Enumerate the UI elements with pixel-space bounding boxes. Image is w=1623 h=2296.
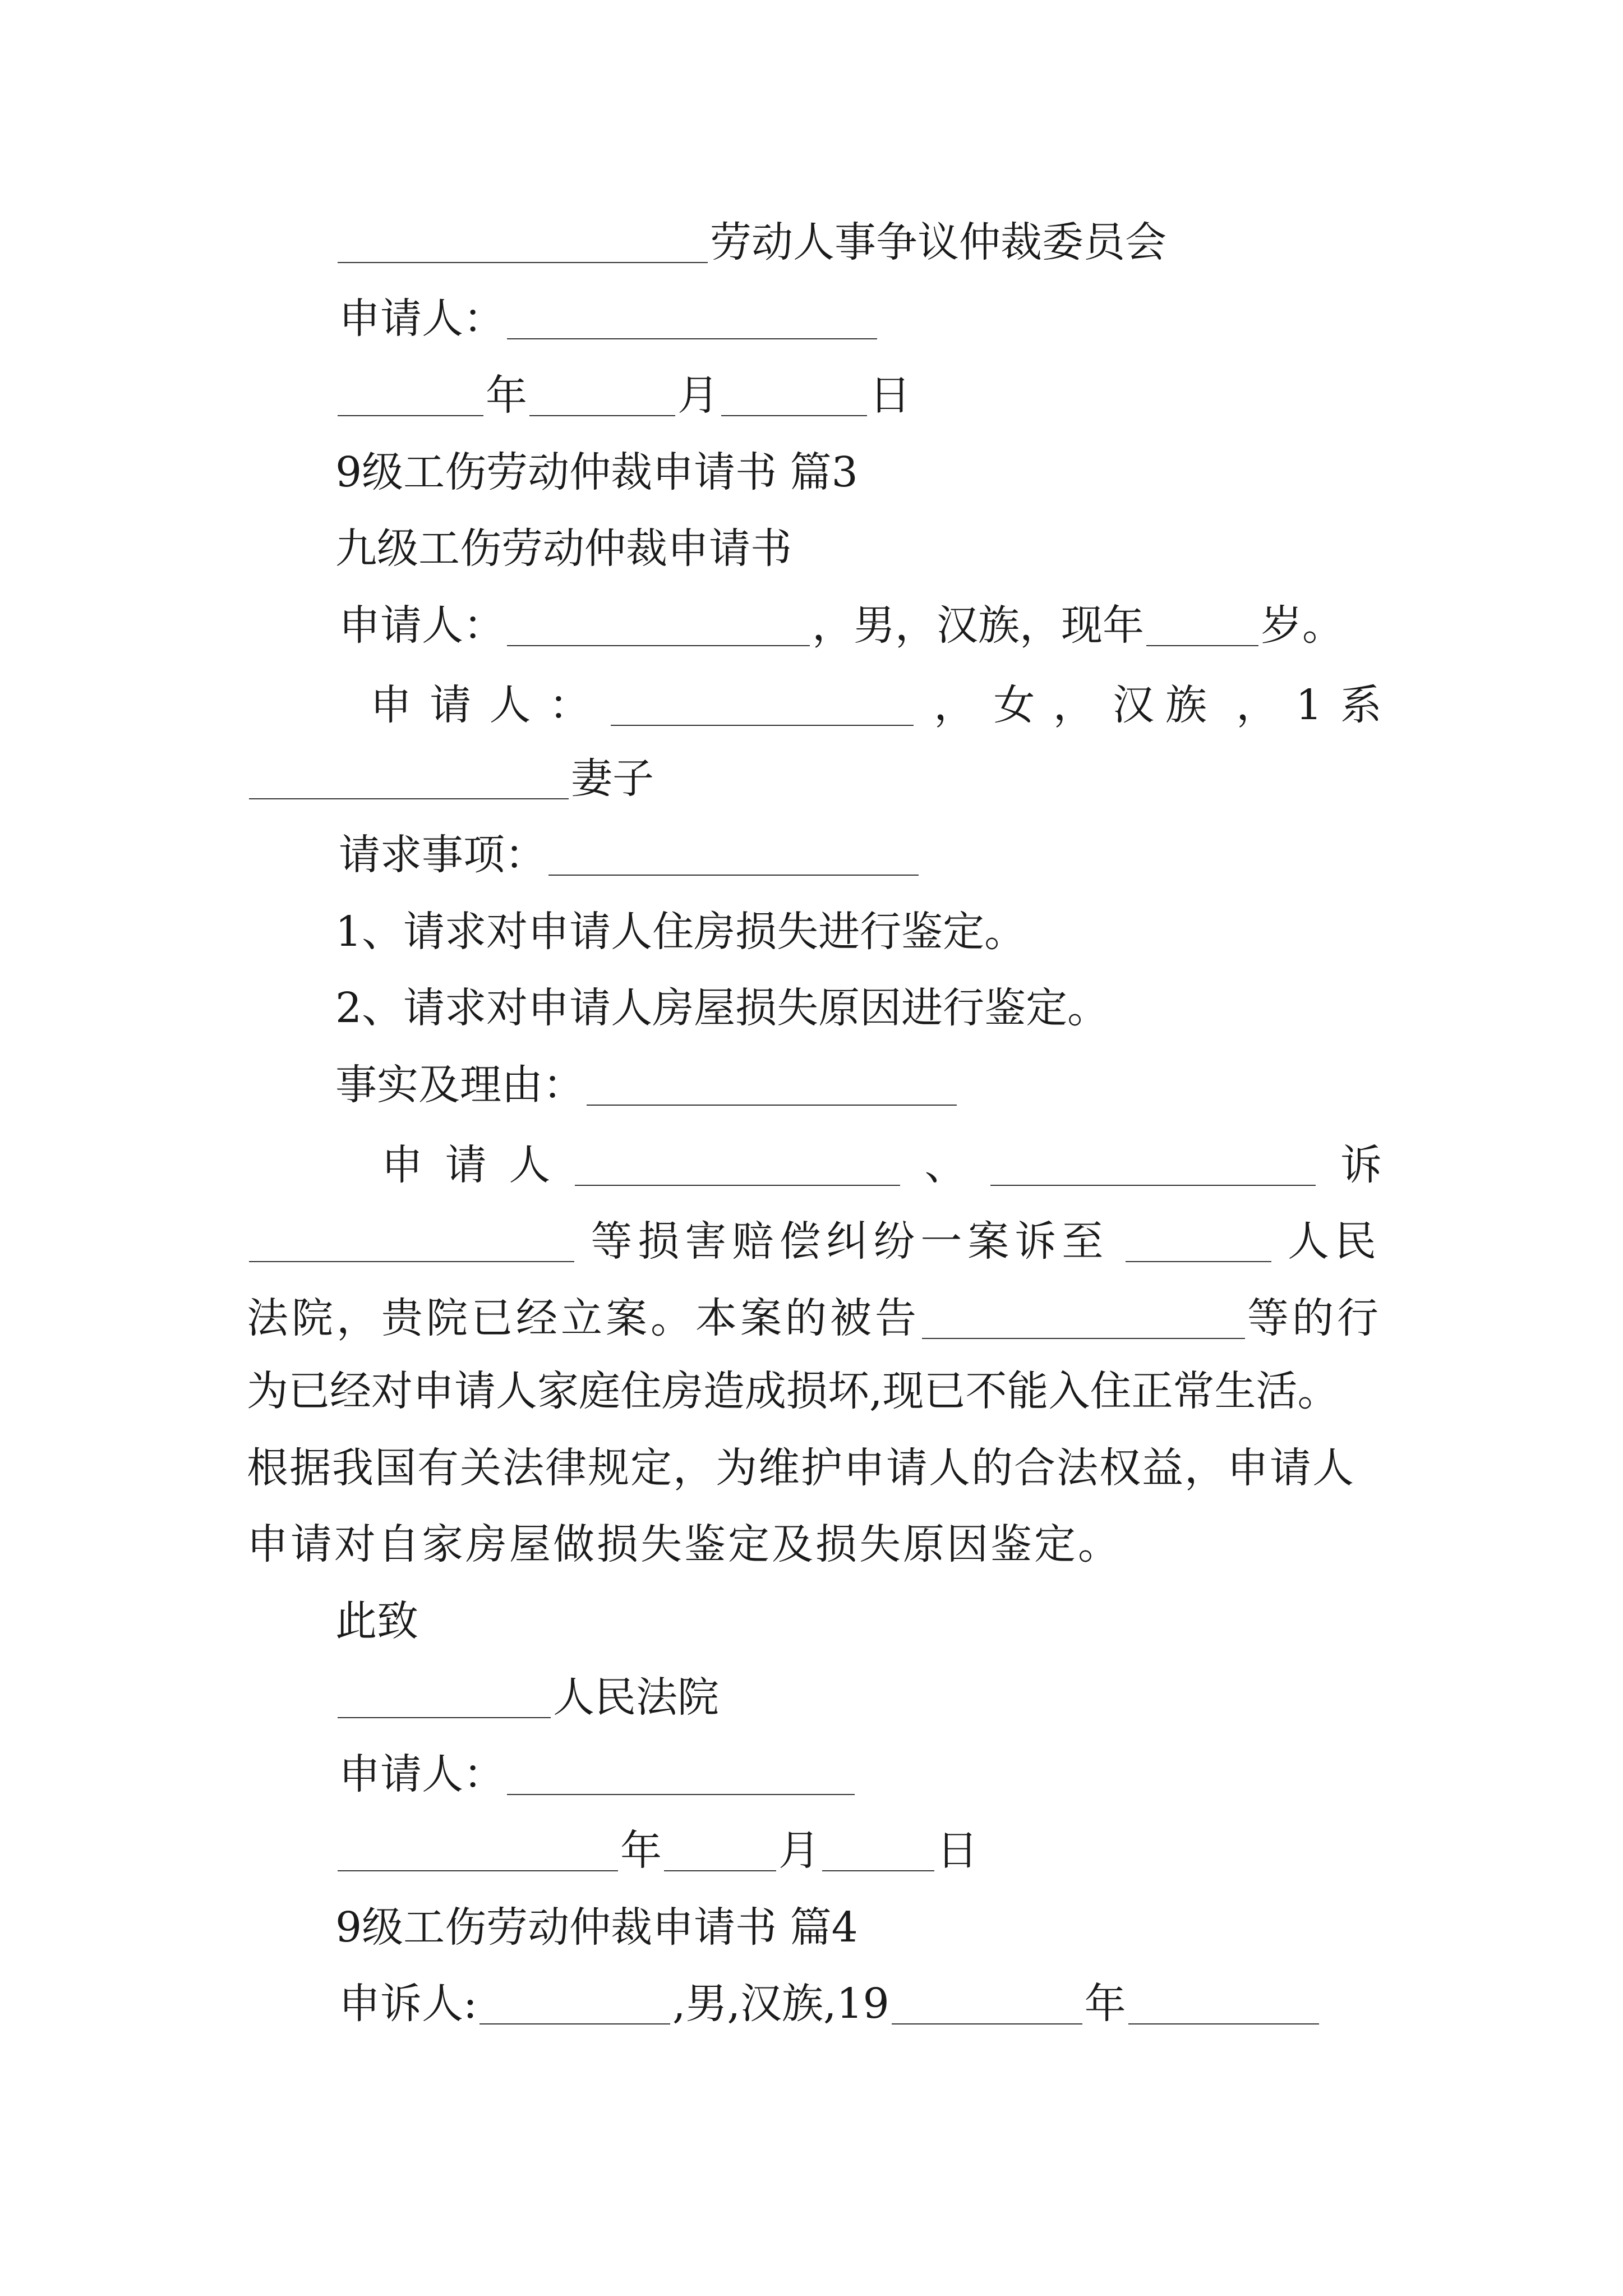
- applicant-sign-line-2: [339, 1750, 857, 1798]
- applicant2-comma: ，: [934, 681, 976, 729]
- request-label: 请求事项：: [339, 831, 546, 879]
- year-label: 年: [486, 371, 527, 420]
- appellant-year: 年: [1084, 1980, 1126, 2028]
- section4-heading: 9级工伤劳动仲裁申请书 篇4: [335, 1903, 858, 1952]
- facts-line-5: 根据我国有关法律规定，为维护申请人的合法权益，申请人: [247, 1444, 1355, 1492]
- day-label-2: 日: [937, 1826, 978, 1875]
- defendant-blank: [249, 1223, 574, 1262]
- court-name-blank: [338, 1679, 551, 1718]
- applicant2-gender: 女: [993, 681, 1035, 729]
- applicant2-char: 申: [370, 681, 412, 729]
- applicant1-info: ，男，汉族，现年: [812, 601, 1144, 650]
- husband-blank: [249, 760, 569, 799]
- applicant1-age-blank: [1146, 607, 1258, 646]
- facts-line-3: 法院，贵院已经立案。本案的被告 等的行: [247, 1294, 1382, 1342]
- committee-blank: [338, 224, 708, 263]
- facts-line-2: 等损害赔偿纠纷一案诉至 人民: [247, 1217, 1382, 1262]
- applicant2-name-blank: [611, 687, 914, 726]
- month-blank-2: [664, 1832, 776, 1871]
- facts-label: 事实及理由：: [335, 1061, 584, 1109]
- month-blank: [529, 377, 675, 416]
- facts-line-4: 为已经对申请人家庭住房造成损坏,现已不能入住正常生活。: [247, 1367, 1339, 1415]
- applicant2-line: [370, 681, 1382, 729]
- request-item-2: 2、请求对申请人房屋损失原因进行鉴定。: [335, 984, 1109, 1032]
- request-item-1: 1、请求对申请人住房损失进行鉴定。: [335, 908, 1026, 956]
- facts-line-6: 申请对自家房屋做损失鉴定及损失原因鉴定。: [247, 1520, 1122, 1568]
- court-blank: [1126, 1223, 1271, 1262]
- facts-label-line: [335, 1061, 959, 1109]
- applicant1-line: [339, 601, 1344, 650]
- applicant2-xi: 系: [1340, 681, 1382, 729]
- appellant-name-blank: [479, 1985, 670, 2024]
- applicant2-char: ：: [548, 681, 591, 729]
- section3-title: 九级工伤劳动仲裁申请书: [335, 524, 792, 573]
- applicant2-comma: ，: [1236, 681, 1278, 729]
- year-label-2: 年: [620, 1826, 662, 1875]
- date-line-2: [335, 1826, 978, 1875]
- date-line: [335, 371, 911, 420]
- month-label: 月: [677, 371, 719, 420]
- committee-name: 劳动人事争议仲裁委员会: [710, 218, 1166, 266]
- request-label-line: [339, 831, 921, 879]
- applicant2-char: 请: [430, 681, 472, 729]
- applicant2-char: 人: [489, 681, 531, 729]
- facts-line-1: 申 请 人 、 诉: [381, 1141, 1382, 1189]
- applicant2-ethnicity: 汉族: [1113, 681, 1218, 729]
- wife-label: 妻子: [571, 754, 654, 803]
- applicant2-comma: ，: [1053, 681, 1095, 729]
- birth-year-blank: [892, 1985, 1082, 2024]
- appellant-line: [339, 1980, 1321, 2028]
- year-blank: [338, 377, 483, 416]
- applicant1-end: 岁。: [1261, 601, 1344, 650]
- wife-line: [247, 754, 654, 803]
- applicant2-num: 1: [1295, 681, 1322, 729]
- plaintiff-blank-2: [990, 1147, 1316, 1186]
- committee-line: [335, 218, 1166, 266]
- applicant1-name-blank: [507, 607, 810, 646]
- request-blank: [548, 836, 919, 876]
- applicant-sign-line: [339, 295, 879, 343]
- applicant-sign-blank: [507, 1756, 855, 1795]
- section3-heading: 9级工伤劳动仲裁申请书 篇3: [335, 448, 858, 496]
- appellant-label: 申诉人:: [339, 1980, 477, 2028]
- plaintiff-blank-1: [575, 1147, 900, 1186]
- salutation-line: 此致: [335, 1597, 418, 1645]
- defendant-name-blank: [922, 1300, 1245, 1339]
- court-line: [335, 1673, 719, 1722]
- applicant-label: 申请人：: [339, 295, 505, 343]
- birth-month-blank: [1128, 1985, 1319, 2024]
- year-blank-2: [338, 1832, 618, 1871]
- day-blank: [721, 377, 867, 416]
- applicant-blank: [507, 300, 877, 339]
- day-label: 日: [869, 371, 911, 420]
- day-blank-2: [822, 1832, 934, 1871]
- applicant-sign-label: 申请人：: [339, 1750, 505, 1798]
- applicant1-label: 申请人：: [339, 601, 505, 650]
- month-label-2: 月: [778, 1826, 820, 1875]
- appellant-info: ,男,汉族,19: [672, 1980, 889, 2028]
- court-label: 人民法院: [553, 1673, 719, 1722]
- facts-blank: [587, 1066, 957, 1106]
